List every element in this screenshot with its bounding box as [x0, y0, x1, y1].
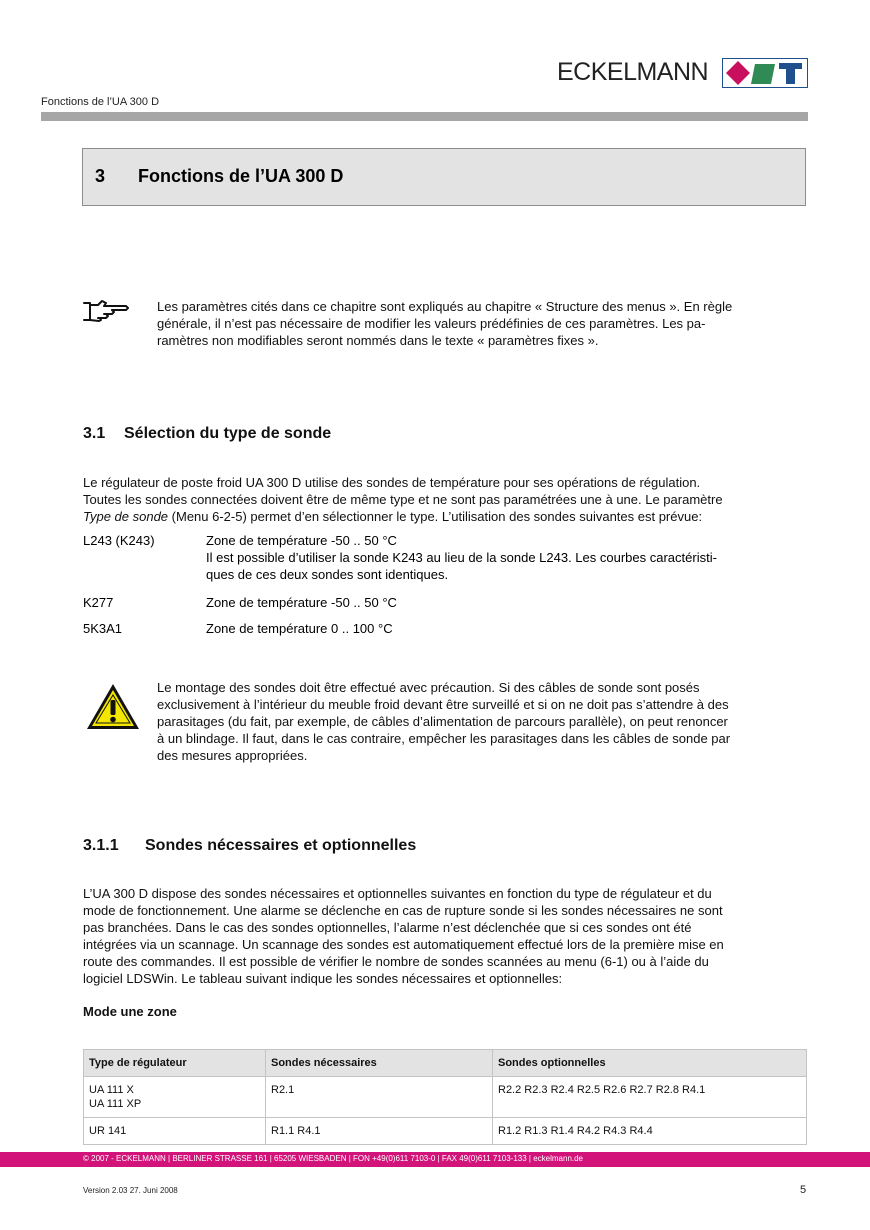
required-probes-cell: R2.1: [266, 1077, 493, 1118]
warning-line: parasitages (du fait, par exemple, de câbles d’alimentation de parcours parallèle), on peut renoncer: [157, 714, 728, 729]
column-header: Sondes nécessaires: [266, 1050, 493, 1077]
column-header: Type de régulateur: [84, 1050, 266, 1077]
table-header-row: [84, 1050, 807, 1077]
section-3-1-1-heading: [83, 837, 416, 855]
regulator-type: UA 111 X: [89, 1084, 134, 1096]
body-line: mode de fonctionnement. Une alarme se déclenche en cas de rupture sonde si les sondes nécessaires ne sont: [83, 903, 723, 918]
optional-probes-cell: R2.2 R2.3 R2.4 R2.5 R2.6 R2.7 R2.8 R4.1: [493, 1077, 807, 1118]
eckelmann-logo-icon: [722, 58, 808, 88]
warning-line: Le montage des sondes doit être effectué avec précaution. Si des câbles de sonde sont posés: [157, 680, 700, 695]
probe-desc-line: Zone de température -50 .. 50 °C: [206, 595, 397, 610]
body-line: route des commandes. Il est possible de vérifier le nombre de sondes scannées au menu (6-1) ou à l’aide du: [83, 954, 709, 969]
table-row: [84, 1077, 807, 1118]
probe-name: 5K3A1: [83, 621, 123, 636]
body-line: Le régulateur de poste froid UA 300 D utilise des sondes de température pour ses opérations de régulation.: [83, 475, 701, 490]
body-line: intégrées via un scannage. Un scannage des sondes est automatiquement effectué lors de la première mise en: [83, 937, 724, 952]
pointing-hand-icon: [82, 298, 130, 324]
warning-triangle-icon: [85, 682, 141, 732]
body-line: pas branchées. Dans le cas des sondes optionnelles, l’alarme n’est déclenchée que si ces sondes ont été: [83, 920, 692, 935]
optional-probes-cell: R1.2 R1.3 R1.4 R4.2 R4.3 R4.4: [493, 1118, 807, 1145]
note-line: générale, il n’est pas nécessaire de modifier les valeurs prédéfinies de ces paramètres. Les pa-: [157, 316, 706, 331]
table-row: [84, 1118, 807, 1145]
section-number: 3.1: [83, 425, 106, 442]
regulator-type: UR 141: [89, 1125, 127, 1137]
required-probes-cell: R1.1 R4.1: [266, 1118, 493, 1145]
regulator-type-cell: [84, 1077, 266, 1118]
section-3-1-1-body: [83, 885, 813, 987]
footer-address: © 2007 - ECKELMANN | BERLINER STRASSE 161 | 65205 WIESBADEN | FON +49(0)611 7103-0 | FAX 49(0)611 7103-133 | eckelmann.de: [83, 1154, 584, 1163]
probe-name: L243 (K243): [83, 533, 155, 548]
regulator-type: UA 111 XP: [89, 1098, 142, 1110]
probe-desc-line: ques de ces deux sondes sont identiques.: [206, 567, 449, 582]
mode-title: Mode une zone: [83, 1004, 177, 1019]
warning-text: [157, 679, 807, 764]
body-line: [83, 508, 813, 525]
footer-bar: [0, 1152, 870, 1167]
warning-line: des mesures appropriées.: [157, 748, 308, 763]
probe-name: K277: [83, 595, 114, 610]
parameter-name: Type de sonde: [83, 509, 169, 524]
chapter-number: 3: [95, 166, 106, 186]
note-text: [157, 298, 807, 349]
note-line: Les paramètres cités dans ce chapitre sont expliqués au chapitre « Structure des menus ». En règle: [157, 299, 733, 314]
section-title: Sélection du type de sonde: [124, 425, 332, 442]
probe-desc-line: Zone de température 0 .. 100 °C: [206, 621, 393, 636]
warning-line: exclusivement à l’intérieur du meuble froid devant être surveillé et si on ne doit pas s’attendre à des: [157, 697, 729, 712]
body-line: L’UA 300 D dispose des sondes nécessaires et optionnelles suivantes en fonction du type de régulateur et du: [83, 886, 712, 901]
version-date: Version 2.03 27. Juni 2008: [83, 1186, 178, 1195]
section-number: 3.1.1: [83, 837, 119, 854]
running-title: Fonctions de l’UA 300 D: [41, 96, 160, 108]
regulator-type-cell: [84, 1118, 266, 1145]
section-3-1-heading: [83, 425, 331, 443]
note-line: ramètres non modifiables seront nommés dans le texte « paramètres fixes ».: [157, 333, 599, 348]
column-header: Sondes optionnelles: [493, 1050, 807, 1077]
chapter-title: Fonctions de l’UA 300 D: [138, 166, 344, 186]
probe-table: [83, 1049, 807, 1145]
probe-desc-line: Il est possible d’utiliser la sonde K243 au lieu de la sonde L243. Les courbes caractéristi-: [206, 550, 717, 565]
company-logo-text: ECKELMANN: [557, 58, 709, 86]
probe-description: [206, 594, 806, 611]
body-line: Toutes les sondes connectées doivent être de même type et ne sont pas paramétrées une à une. Le paramètre: [83, 492, 723, 507]
chapter-heading-box: [82, 148, 806, 206]
probe-description: [206, 532, 806, 583]
body-line-rest: (Menu 6-2-5) permet d’en sélectionner le type. L’utilisation des sondes suivantes est prévue:: [168, 509, 703, 524]
warning-line: à un blindage. Il faut, dans le cas contraire, empêcher les parasitages dans les câbles de sonde par: [157, 731, 731, 746]
page-number: 5: [800, 1184, 807, 1196]
body-line: logiciel LDSWin. Le tableau suivant indique les sondes nécessaires et optionnelles:: [83, 971, 563, 986]
probe-description: [206, 620, 806, 637]
section-title: Sondes nécessaires et optionnelles: [145, 837, 417, 854]
section-3-1-body: [83, 474, 813, 525]
probe-desc-line: Zone de température -50 .. 50 °C: [206, 533, 397, 548]
header-rule: [41, 112, 808, 121]
